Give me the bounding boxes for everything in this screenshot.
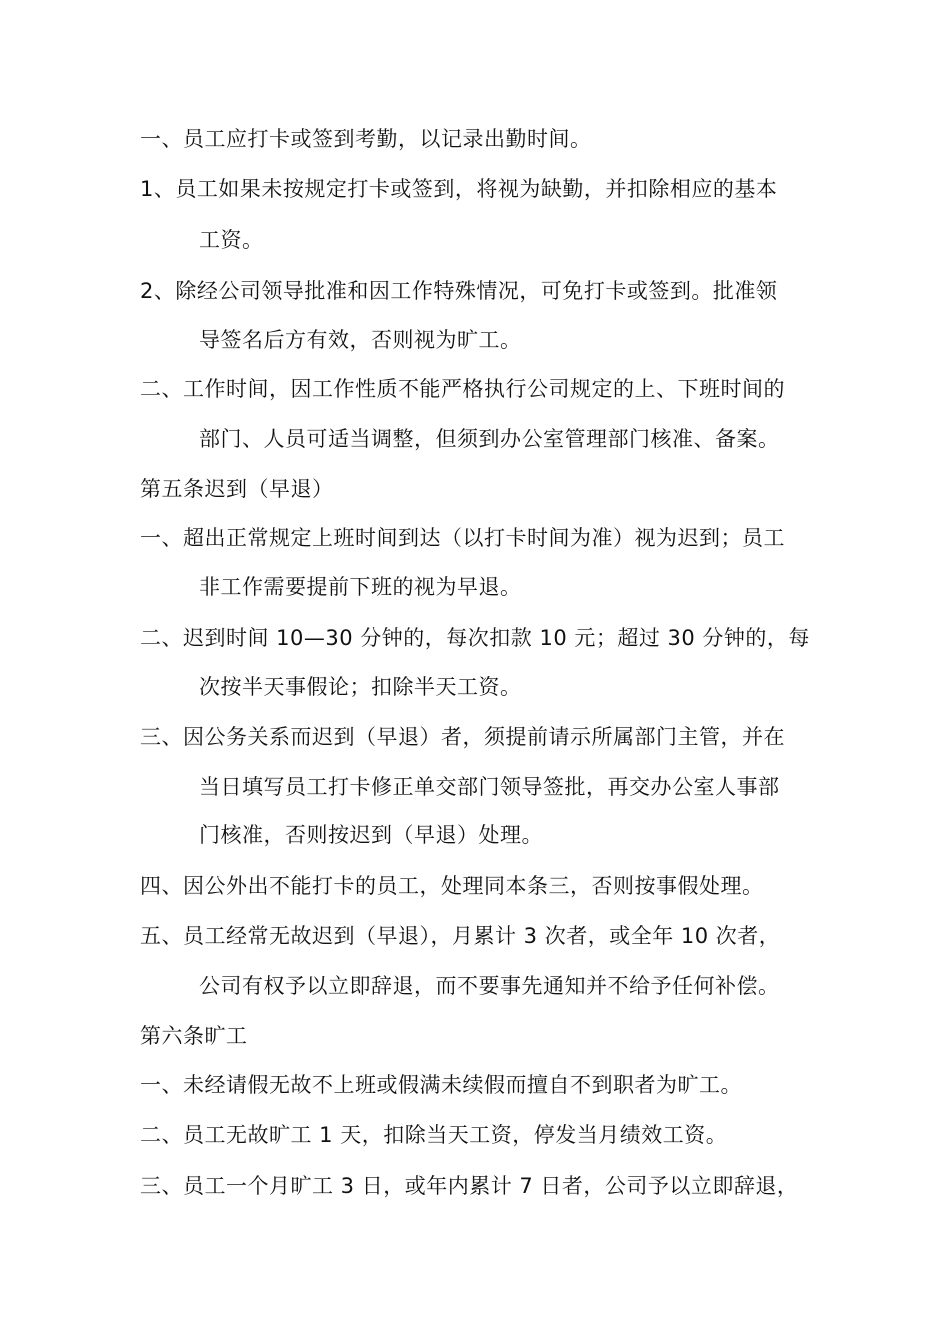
clause-line: 2、除经公司领导批准和因工作特殊情况，可免打卡或签到。批准领 xyxy=(140,279,778,303)
clause-continuation: 公司有权予以立即辞退，而不要事先通知并不给予任何补偿。 xyxy=(199,974,780,998)
clause-continuation: 部门、人员可适当调整，但须到办公室管理部门核准、备案。 xyxy=(199,427,780,451)
clause-line: 四、因公外出不能打卡的员工，处理同本条三，否则按事假处理。 xyxy=(140,874,764,898)
clause-line: 1、员工如果未按规定打卡或签到，将视为缺勤，并扣除相应的基本 xyxy=(140,177,778,201)
clause-continuation: 门核准，否则按迟到（早退）处理。 xyxy=(199,823,543,847)
clause-line: 三、员工一个月旷工 3 日，或年内累计 7 日者，公司予以立即辞退， xyxy=(140,1174,799,1198)
clause-continuation: 工资。 xyxy=(199,228,264,252)
clause-continuation: 导签名后方有效，否则视为旷工。 xyxy=(199,328,522,352)
clause-line: 二、迟到时间 10—30 分钟的，每次扣款 10 元；超过 30 分钟的，每 xyxy=(140,626,810,650)
clause-line: 三、因公务关系而迟到（早退）者，须提前请示所属部门主管，并在 xyxy=(140,725,785,749)
clause-line: 二、工作时间，因工作性质不能严格执行公司规定的上、下班时间的 xyxy=(140,377,785,401)
clause-line: 五、员工经常无故迟到（早退），月累计 3 次者，或全年 10 次者， xyxy=(140,924,781,948)
clause-continuation: 次按半天事假论；扣除半天工资。 xyxy=(199,675,522,699)
clause-line: 一、超出正常规定上班时间到达（以打卡时间为准）视为迟到；员工 xyxy=(140,526,785,550)
clause-line: 一、员工应打卡或签到考勤，以记录出勤时间。 xyxy=(140,127,592,151)
clause-line: 一、未经请假无故不上班或假满未续假而擅自不到职者为旷工。 xyxy=(140,1073,742,1097)
clause-continuation: 非工作需要提前下班的视为早退。 xyxy=(199,575,522,599)
clause-line: 二、员工无故旷工 1 天，扣除当天工资，停发当月绩效工资。 xyxy=(140,1123,728,1147)
section-heading: 第五条迟到（早退） xyxy=(140,477,334,501)
section-heading: 第六条旷工 xyxy=(140,1024,248,1048)
clause-continuation: 当日填写员工打卡修正单交部门领导签批，再交办公室人事部 xyxy=(199,775,780,799)
